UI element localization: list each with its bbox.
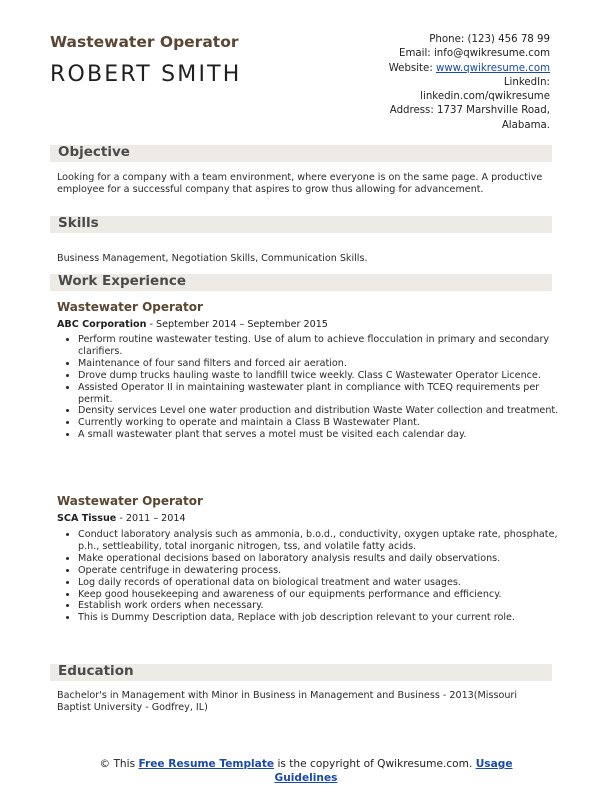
contact-block bbox=[310, 33, 550, 133]
education-text: Bachelor's in Management with Minor in Business in Management and Business - 2013(Missouri Baptist University - Godfrey, IL) bbox=[57, 690, 518, 713]
experience-2-bullets bbox=[57, 529, 568, 624]
list-item: • A small wastewater plant that serves a motel must be visited each calendar day. bbox=[78, 429, 568, 441]
work-experience-heading-label: Work Experience bbox=[58, 273, 186, 289]
education-heading-label: Education bbox=[58, 663, 134, 679]
website-link[interactable]: www.qwikresume.com bbox=[435, 62, 550, 74]
experience-1-dates: - September 2014 – September 2015 bbox=[146, 319, 328, 330]
list-item: • Conduct laboratory analysis such as ammonia, b.o.d., conductivity, oxygen uptake rate, phosphate, p.h., settleability, total inorganic nitrogen, tss, and volatile fatty acids. bbox=[78, 529, 568, 553]
usage-link-part2[interactable]: Guidelines bbox=[274, 772, 338, 784]
candidate-name: ROBERT SMITH bbox=[50, 62, 242, 87]
education-heading bbox=[50, 664, 552, 681]
usage-link-part1[interactable]: Usage bbox=[475, 758, 513, 770]
contact-email: Email: info@qwikresume.com bbox=[399, 48, 550, 60]
website-label: Website: bbox=[388, 62, 436, 74]
experience-1-title: Wastewater Operator bbox=[57, 300, 203, 314]
experience-2-title: Wastewater Operator bbox=[57, 494, 203, 508]
objective-heading-label: Objective bbox=[58, 144, 130, 160]
work-experience-heading bbox=[50, 274, 552, 291]
list-item: • Maintenance of four sand filters and forced air aeration. bbox=[78, 358, 568, 370]
list-item: • Establish work orders when necessary. bbox=[78, 600, 568, 612]
skills-heading bbox=[50, 216, 552, 233]
contact-phone: Phone: (123) 456 78 99 bbox=[429, 34, 550, 45]
footer-middle: is the copyright of Qwikresume.com. bbox=[274, 758, 476, 770]
list-item: • Make operational decisions based on laboratory analysis results and daily observations. bbox=[78, 553, 568, 565]
contact-linkedin-label: LinkedIn: bbox=[503, 76, 550, 88]
list-item: • Density services Level one water production and distribution Waste Water collection and treatment. bbox=[78, 405, 568, 417]
skills-heading-label: Skills bbox=[58, 215, 99, 231]
list-item: • Operate centrifuge in dewatering process. bbox=[78, 565, 568, 577]
experience-1-company-line bbox=[57, 319, 328, 330]
experience-2-company-line bbox=[57, 513, 186, 524]
experience-2-company: SCA Tissue bbox=[57, 513, 117, 524]
list-item: • Currently working to operate and maintain a Class B Wastewater Plant. bbox=[78, 417, 568, 429]
list-item: • Keep good housekeeping and awareness of our equipments performance and efficiency. bbox=[78, 589, 568, 601]
contact-linkedin-value: linkedin.com/qwikresume bbox=[420, 91, 550, 103]
contact-website bbox=[310, 62, 550, 76]
objective-text: Looking for a company with a team environment, where everyone is on the same page. A productive employee for a successful company that aspires to grow thus allowing for advancement. bbox=[57, 172, 543, 195]
list-item: • Assisted Operator II in maintaining wastewater plant in compliance with TCEQ requirements per permit. bbox=[78, 382, 568, 406]
contact-address-line2: Alabama. bbox=[501, 119, 550, 131]
job-title: Wastewater Operator bbox=[50, 33, 239, 51]
list-item: • Perform routine wastewater testing. Use of alum to achieve flocculation in primary and secondary clarifiers. bbox=[78, 334, 568, 358]
list-item: • This is Dummy Description data, Replace with job description relevant to your current role. bbox=[78, 612, 568, 624]
footer-prefix: © This bbox=[99, 758, 139, 770]
experience-1-company: ABC Corporation bbox=[57, 319, 147, 330]
experience-1-bullets bbox=[57, 334, 568, 441]
footer bbox=[0, 757, 612, 785]
list-item: • Log daily records of operational data on biological treatment and water usages. bbox=[78, 577, 568, 589]
list-item: • Drove dump trucks hauling waste to landfill twice weekly. Class C Wastewater Operator Licence. bbox=[78, 370, 568, 382]
skills-text: Business Management, Negotiation Skills, Communication Skills. bbox=[57, 253, 368, 264]
objective-heading bbox=[50, 145, 552, 162]
contact-address-line1: Address: 1737 Marshville Road, bbox=[389, 105, 550, 117]
experience-2-dates: - 2011 – 2014 bbox=[116, 513, 186, 524]
free-resume-template-link[interactable]: Free Resume Template bbox=[138, 758, 275, 770]
